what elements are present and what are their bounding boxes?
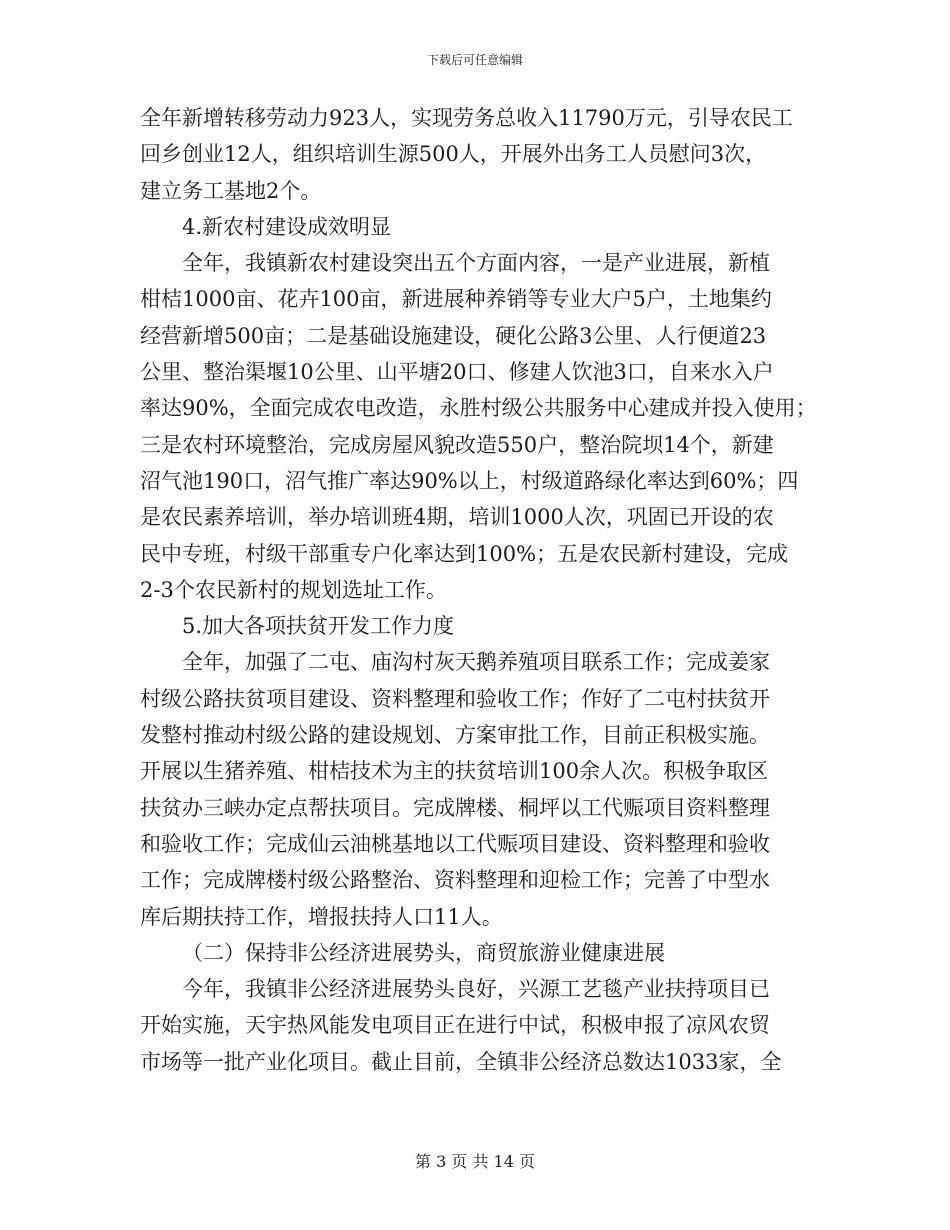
text-line: 回乡创业12人，组织培训生源500人，开展外出务工人员慰问3次， [140,142,767,167]
text-line: 全年，我镇新农村建设突出五个方面内容，一是产业进展，新植 [182,251,770,276]
text-line: 是农民素养培训，举办培训班4期，培训1000人次，巩固已开设的农 [140,505,774,530]
text-line: 今年，我镇非公经济进展势头良好，兴源工艺毯产业扶持项目已 [182,977,770,1002]
text-line: 开始实施，天宇热风能发电项目正在进行中试，积极申报了凉风农贸 [140,1013,770,1038]
text-line: 工作；完成牌楼村级公路整治、资料整理和迎检工作；完善了中型水 [140,868,770,893]
text-line: 柑桔1000亩、花卉100亩，新进展种养销等专业大户5户，土地集约 [140,287,772,312]
page-number: 第 3 页 共 14 页 [415,1152,535,1171]
text-line: 民中专班，村级干部重专户化率达到100%；五是农民新村建设，完成 [140,541,789,566]
text-line: 5.加大各项扶贫开发工作力度 [182,614,455,639]
text-line: 公里、整治渠堰10公里、山平塘20口、修建人饮池3口，自来水入户 [140,360,774,385]
text-line: 扶贫办三峡办定点帮扶项目。完成牌楼、桐坪以工代赈项目资料整理 [140,795,770,820]
page-header: 下载后可任意编辑 [426,53,523,67]
text-line: 和验收工作；完成仙云油桃基地以工代赈项目建设、资料整理和验收 [140,831,770,856]
text-line: 2-3个农民新村的规划选址工作。 [140,577,447,602]
text-line: （二）保持非公经济进展势头，商贸旅游业健康进展 [182,940,665,965]
text-line: 村级公路扶贫项目建设、资料整理和验收工作；作好了二屯村扶贫开 [140,686,770,711]
text-line: 全年，加强了二屯、庙沟村灰天鹅养殖项目联系工作；完成姜家 [182,650,770,675]
text-line: 4.新农村建设成效明显 [182,214,392,239]
text-line: 经营新增500亩；二是基础设施建设，硬化公路3公里、人行便道23 [140,323,767,348]
text-line: 发整村推动村级公路的建设规划、方案审批工作，目前正积极实施。 [140,723,770,748]
text-line: 三是农村环境整治，完成房屋风貌改造550户，整治院坝14个，新建 [140,432,774,457]
text-line: 率达90%，全面完成农电改造，永胜村级公共服务中心建成并投入使用； [140,396,817,421]
text-line: 全年新增转移劳动力923人，实现劳务总收入11790万元，引导农民工 [140,106,793,130]
text-line: 库后期扶持工作，增报扶持人口11人。 [140,904,503,929]
text-line: 沼气池190口，沼气推广率达90%以上，村级道路绿化率达到60%；四 [140,468,799,493]
text-line: 建立务工基地2个。 [140,178,322,203]
text-line: 开展以生猪养殖、柑桔技术为主的扶贫培训100余人次。积极争取区 [140,759,769,784]
text-line: 市场等一批产业化项目。截止目前，全镇非公经济总数达1033家，全 [140,1049,782,1074]
document-body [140,100,817,1080]
